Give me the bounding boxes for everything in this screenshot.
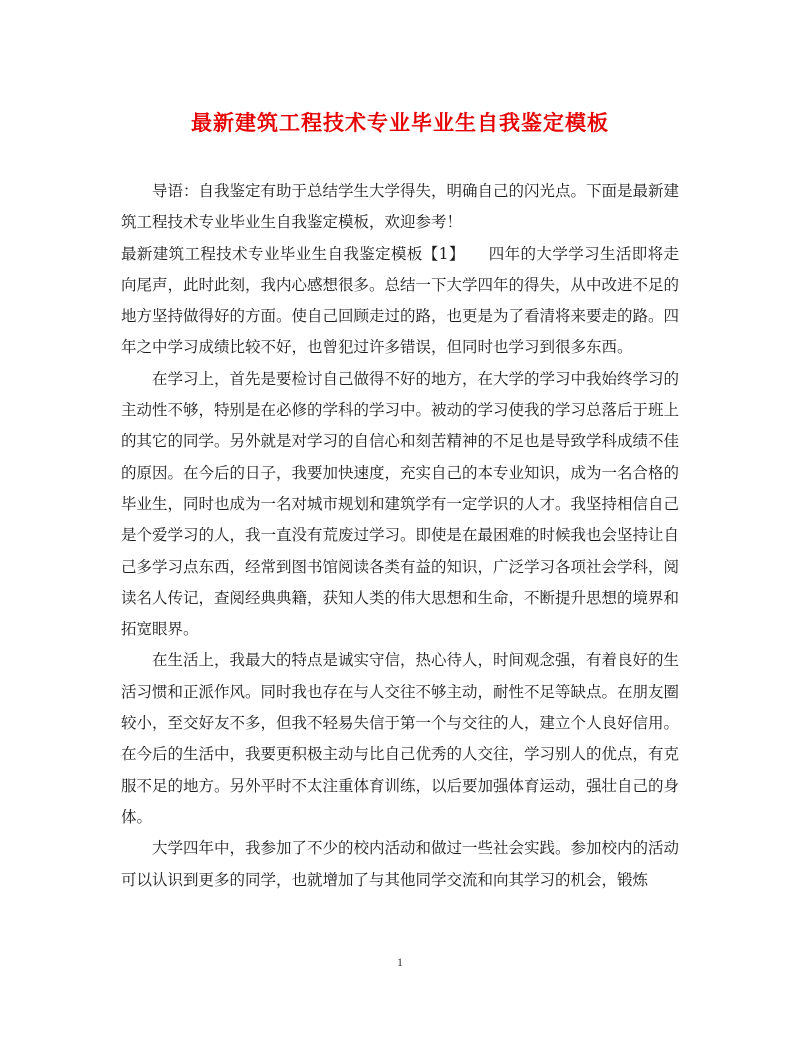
- paragraph-template-heading: 最新建筑工程技术专业毕业生自我鉴定模板【1】 四年的大学学习生活即将走向尾声，此时此刻，我内心感想很多。总结一下大学四年的得失，从中改进不足的地方坚持做得好的方面。使自己回顾走过的路，也更是为了看清将来要走的路。四年之中学习成绩比较不好，也曾犯过许多错误，但同时也学习到很多东西。: [121, 244, 680, 357]
- paragraph-activities: 大学四年中，我参加了不少的校内活动和做过一些社会实践。参加校内的活动可以认识到更多的同学，也就增加了与其他同学交流和向其学习的机会，锻炼: [121, 839, 680, 889]
- document-body: [121, 176, 679, 896]
- page-title: 最新建筑工程技术专业毕业生自我鉴定模板: [191, 110, 609, 135]
- page-number: 1: [397, 955, 403, 969]
- paragraph-life: 在生活上，我最大的特点是诚实守信，热心待人，时间观念强，有着良好的生活习惯和正派作风。同时我也存在与人交往不够主动，耐性不足等缺点。在朋友圈较小，至交好友不多，但我不轻易失信于第一个与交往的人，建立个人良好信用。在今后的生活中，我要更积极主动与比自己优秀的人交往，学习别人的优点，有克服不足的地方。另外平时不太注重体育训练，以后要加强体育运动，强壮自己的身体。: [121, 651, 680, 826]
- paragraph-study: 在学习上，首先是要检讨自己做得不好的地方，在大学的学习中我始终学习的主动性不够，特别是在必修的学科的学习中。被动的学习使我的学习总落后于班上的其它的同学。另外就是对学习的自信心和刻苦精神的不足也是导致学科成绩不佳的原因。在今后的日子，我要加快速度，充实自己的本专业知识，成为一名合格的毕业生，同时也成为一名对城市规划和建筑学有一定学识的人才。我坚持相信自己是个爱学习的人，我一直没有荒废过学习。即使是在最困难的时候我也会坚持让自己多学习点东西，经常到图书馆阅读各类有益的知识，广泛学习各项社会学科，阅读名人传记，查阅经典典籍，获知人类的伟大思想和生命，不断提升思想的境界和拓宽眼界。: [121, 369, 680, 639]
- paragraph-intro: 导语：自我鉴定有助于总结学生大学得失，明确自己的闪光点。下面是最新建筑工程技术专业毕业生自我鉴定模板，欢迎参考！: [121, 182, 680, 232]
